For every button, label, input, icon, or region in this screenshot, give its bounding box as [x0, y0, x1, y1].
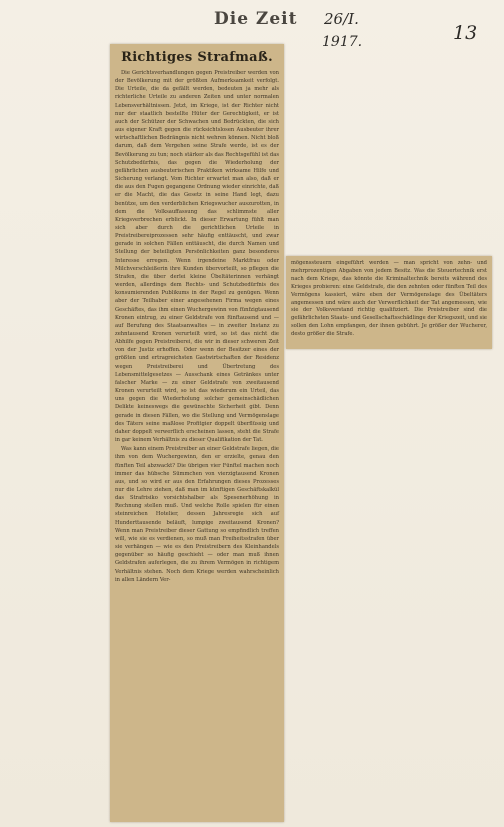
- article-continuation: [291, 260, 487, 339]
- article-paragraph: Die Gerichtsverhandlungen gegen Preistreiber werden von der Bevölkerung mit der größten Aufmerksamkeit verfolgt. Die Urteile, die da gefällt werden, bedeuten ja mehr als richterliche Urteile zu anderen Zeiten und unter normalen Lebensverhältnissen. Jetzt, im Kriege, ist der Richter nicht nur der staatlich bestellte Hüter der Gerechtigkeit, er ist auch der Schützer der Schwachen und Bedrückten, die sich aus eigener Kraft gegen die rücksichtslosen Ausbeuter ihrer wirtschaftlichen Bedrängnis nicht wehren können. Nicht bloß darum, daß dem Vergehen seine Strafe werde, ist es der Bevölkerung zu tun; noch stärker als das Rechtsgefühl ist das Schutzbedürfnis, das gegen die Wiederholung der gefährlichen ausbeuterischen Praktiken wirksame Hilfe und Sicherung verlangt. Vom Richter erwartet man also, daß er die aus den Fugen gegangene Ordnung wieder einrichte, daß er die Macht, die das Gesetz in seine Hand legt, dazu benütze, um den verderblichen Kriegswucher auszurotten, in dem die Volksauffassung das schlimmste aller Kriegsverbrechen erblickt. In dieser Erwartung fühlt man sich aber durch die gerichtlichen Urteile in Preistreibereiprozessen sehr häufig enttäuscht, und zwar gerade in solchen Fällen enttäuscht, die durch Namen und Stellung der beteiligten Persönlichkeiten ganz besonderes Interesse erregen. Wenn irgendeine Marktfrau oder Milchverschleißerin ihre Kunden übervorteilt, so pflegen die Strafen, die über derlei kleine Übeltäterinnen verhängt werden, allerdings dem Rechts- und Schutzbedürfnis des konsumierenden Publikums in der Regel zu genügen. Wenn aber der Teilhaber einer angesehenen Firma wegen eines Geschäftes, das ihm einen Wuchergewinn von fünfzigtausend Kronen eintrug, zu einer Geldstrafe von fünftausend und — auf Berufung des Staatsanwaltes — in zweiter Instanz zu zehntausend Kronen verurteilt wird, so ist das nicht die Abhilfe gegen Preistreiberei, die wir in dieser schweren Zeit von der Justiz erhoffen. Oder wenn der Besitzer eines der größten und ertragreichsten Gastwirtschaften der Residenz wegen Preistreiberei und Übertretung des Lebensmittelgesetzes — Ausschank eines Getränkes unter falscher Marke — zu einer Geldstrafe von zweitausend Kronen verurteilt wird, so ist das wiederum ein Urteil, das uns gegen die Wiederholung solcher gemeinschädlichen Delikte keineswegs die gewünschte Sicherheit gibt. Denn gerade in diesen Fällen, wo die Stellung und Vermögenslage des Täters seine maßlose Profitgier doppelt überflüssig und daher doppelt verwerflich erscheinen lassen, steht die Strafe in gar keinem Verhältnis zu dieser Qualifikation der Tat.: [115, 70, 279, 444]
- newspaper-masthead: Die Zeit: [214, 9, 298, 29]
- article-paragraph: Was kann einem Preistreiber an einer Geldstrafe liegen, die ihm von dem Wuchergewinn, den er erzielte, genau den fünften Teil abzwackt? Die übrigen vier Fünftel machen noch immer das hübsche Sümmchen von vierzigtausend Kronen aus, und so wird er aus den Erfahrungen dieses Prozesses nur die Lehre ziehen, daß man im künftigen Geschäftskalkül das Strafrisiko vorsichtshalber als Spesenerhöhung in Rechnung stellen muß. Und welche Rolle spielen für einen steinreichen Hotelier, dessen Jahresregie sich auf Hunderttausende beläuft, lumpige zweitausend Kronen? Wenn man Preistreiber dieser Gattung so empfindlich treffen will, wie sie es verdienen, so muß man Freiheitsstrafen über sie verhängen — wie es den Preistreibern des Kleinhandels gegenüber so häufig geschieht — oder man muß ihnen Geldstrafen auferlegen, die zu ihrem Vermögen in richtigem Verhältnis stehen. Noch dem Kriege werden wahrscheinlich in allen Ländern Ver-: [115, 446, 279, 583]
- article-body: [115, 69, 279, 584]
- handwritten-date: 26/I.: [324, 10, 359, 28]
- article-headline: Richtiges Strafmaß.: [121, 50, 273, 65]
- clipping-continuation: [286, 256, 492, 349]
- handwritten-year: 1917.: [322, 34, 363, 50]
- continuation-paragraph: mögenssteuern eingeführt werden — man spricht von zehn- und mehrprozentigen Abgaben von jedem Besitz. Was die Steuertechnik erst nach dem Kriege, das könnte die Kriminaltechnik bereits während des Krieges probieren: eine Geldstrafe, die den zehnten oder fünften Teil des Vermögens kassiert, wäre eben der Vermögenslage des Übeltäters angemessen und wäre auch der Verwerflichkeit der Tat angemessen, wie sie der Volksverstand richtig qualifiziert. Die Preistreiber sind die gefährlichsten Staats- und Gesellschaftsschädlinge der Kriegszeit, und sie sollen den Lohn empfangen, der ihnen gebührt. Je größer der Wucherer, desto größer die Strafe.: [291, 260, 487, 338]
- handwritten-page-number: 13: [453, 22, 478, 44]
- clipping-main-column: [110, 44, 284, 822]
